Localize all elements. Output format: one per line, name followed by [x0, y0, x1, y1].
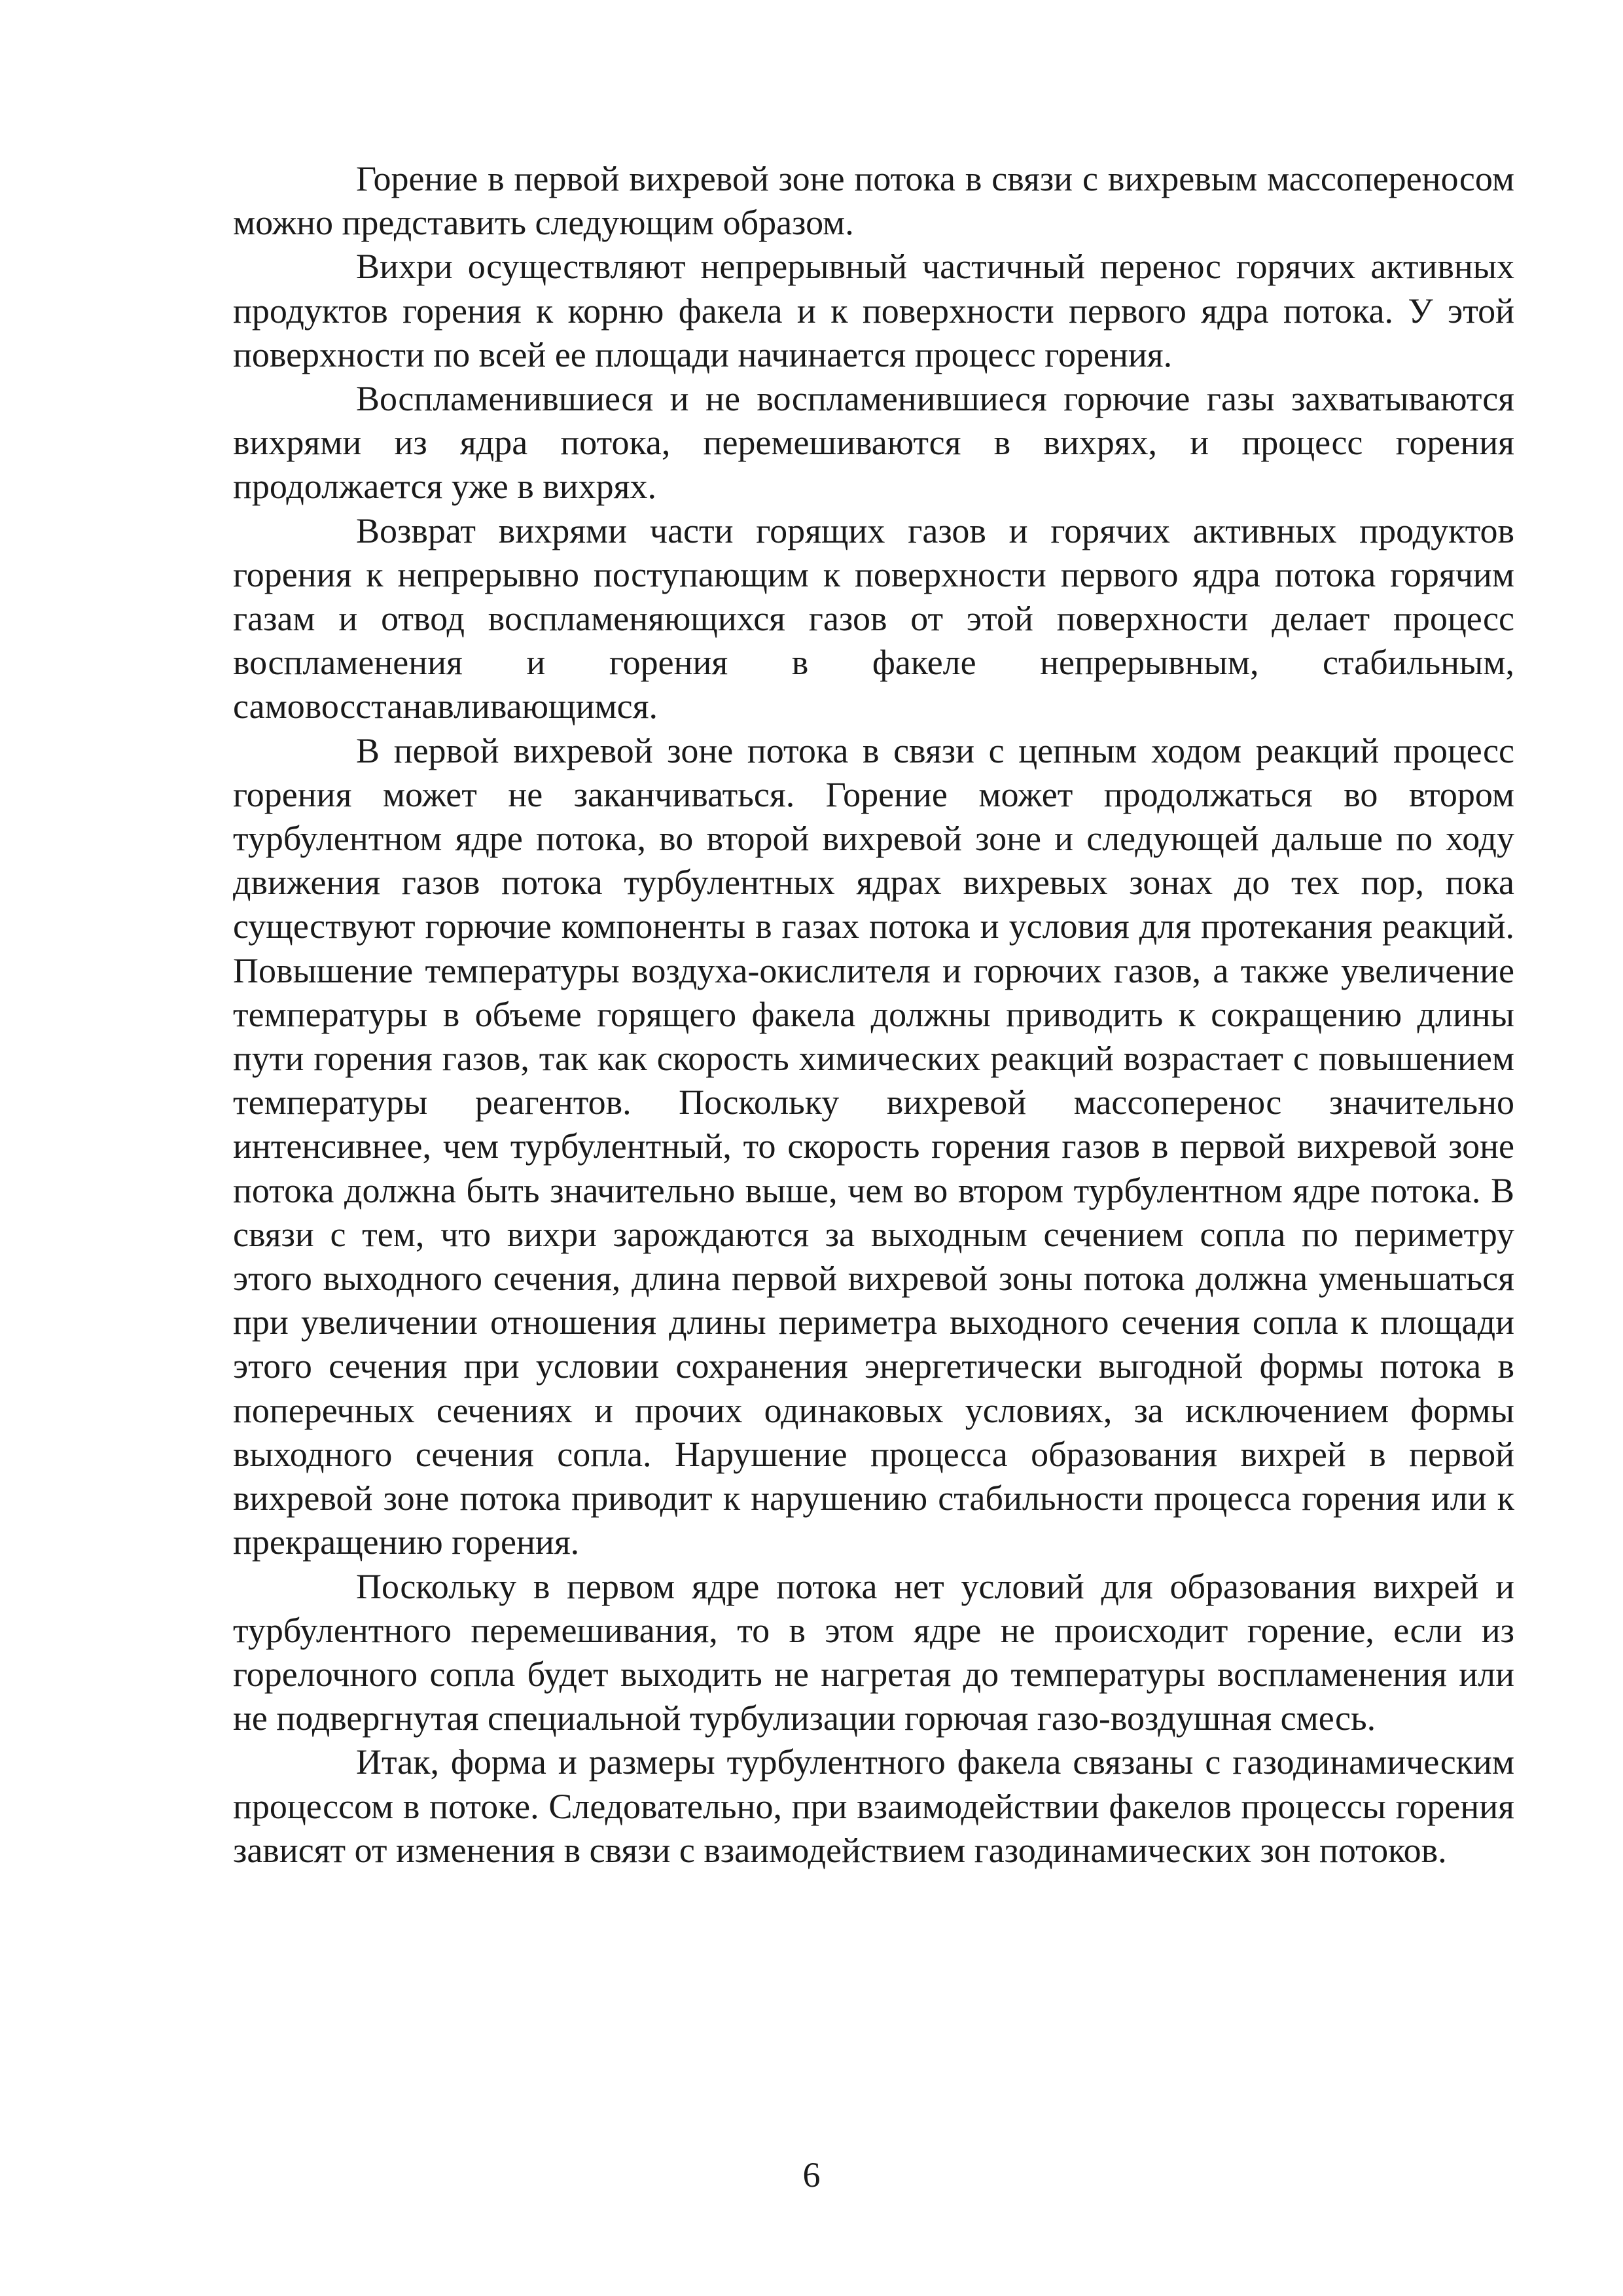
document-body [233, 157, 1514, 1873]
paragraph-2: Вихри осуществляют непрерывный частичный перенос горячих активных продуктов горения к корню факела и к поверхности первого ядра потока. У этой поверхности по всей ее площади начинается процесс горения. [233, 247, 1514, 374]
paragraph-5: В первой вихревой зоне потока в связи с цепным ходом реакций процесс горения может не заканчиваться. Горение может продолжаться во втором турбулентном ядре потока, во второй вихревой зоне и следующей дальше по ходу движения газов потока турбулентных ядрах вихревых зонах до тех пор, пока существуют горючие компоненты в газах потока и условия для протекания реакций. Повышение температуры воздуха-окислителя и горючих газов, а также увеличение температуры в объеме горящего факела должны приводить к сокращению длины пути горения газов, так как скорость химических реакций возрастает с повышением температуры реагентов. Поскольку вихревой массоперенос значительно интенсивнее, чем турбулентный, то скорость горения газов в первой вихревой зоне потока должна быть значительно выше, чем во втором турбулентном ядре потока. В связи с тем, что вихри зарождаются за выходным сечением сопла по периметру этого выходного сечения, длина первой вихревой зоны потока должна уменьшаться при увеличении отношения длины периметра выходного сечения сопла к площади этого сечения при условии сохранения энергетически выгодной формы потока в поперечных сечениях и прочих одинаковых условиях, за исключением формы выходного сечения сопла. Нарушение процесса образования вихрей в первой вихревой зоне потока приводит к нарушению стабильности процесса горения или к прекращению горения. [233, 730, 1514, 1562]
paragraph-3: Воспламенившиеся и не воспламенившиеся горючие газы захватываются вихрями из ядра потока, перемешиваются в вихрях, и процесс горения продолжается уже в вихрях. [233, 379, 1514, 507]
page-number: 6 [802, 2155, 821, 2195]
paragraph-7: Итак, форма и размеры турбулентного факела связаны с газодинамическим процессом в потоке. Следовательно, при взаимодействии факелов процессы горения зависят от изменения в связи с взаимодействием газодинамических зон потоков. [233, 1742, 1514, 1870]
paragraph-1: Горение в первой вихревой зоне потока в связи с вихревым массопереносом можно представить следующим образом. [233, 159, 1514, 243]
paragraph-4: Возврат вихрями части горящих газов и горячих активных продуктов горения к непрерывно поступающим к поверхности первого ядра потока горячим газам и отвод воспламеняющихся газов от этой поверхности делает процесс воспламенения и горения в факеле непрерывным, стабильным, самовосстанавливающимся. [233, 511, 1514, 726]
paragraph-6: Поскольку в первом ядре потока нет условий для образования вихрей и турбулентного перемешивания, то в этом ядре не происходит горение, если из горелочного сопла будет выходить не нагретая до температуры воспламенения или не подвергнутая специальной турбулизации горючая газо-воздушная смесь. [233, 1566, 1514, 1738]
